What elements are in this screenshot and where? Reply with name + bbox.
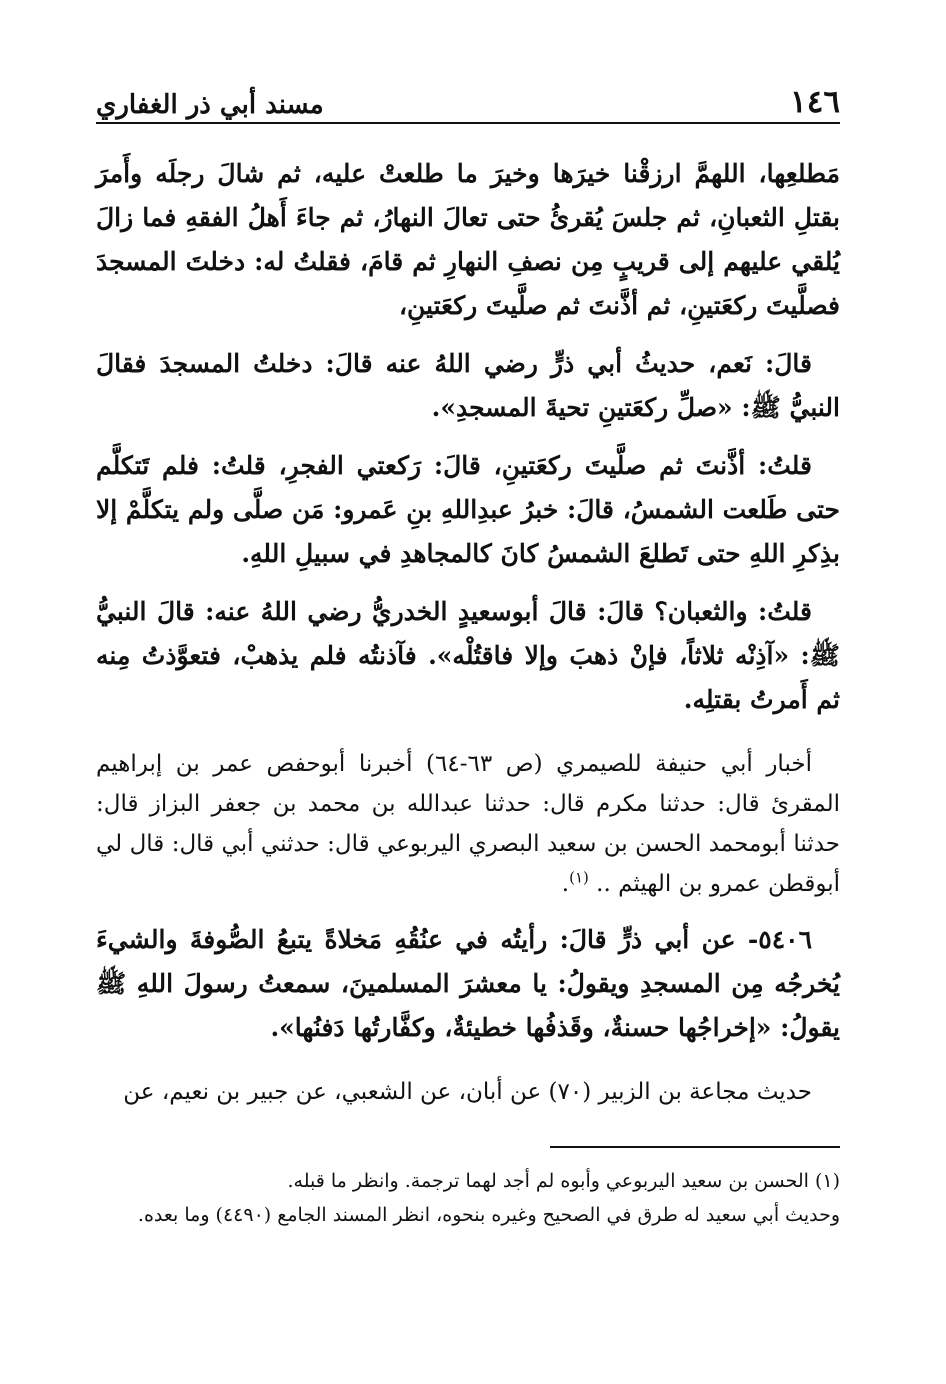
hadith-entry-5406: ٥٤٠٦- عن أبي ذرٍّ قالَ: رأيتُه في عنُقُهِ مَخلاةً يتبعُ الصُّوفةَ والشيءَ يُخرجُه مِن المسجدِ ويقولُ: يا معشرَ المسلمينَ، سمعتُ رسولَ اللهِ ﷺ يقولُ: «إخراجُها حسنةٌ، وقَذفُها خطيئةٌ، وكفَّارتُها دَفنُها».	[96, 925, 840, 1042]
source-paragraph-text: أخبار أبي حنيفة للصيمري (ص ٦٣-٦٤) أخبرنا أبوحفص عمر بن إبراهيم المقرئ قال: حدثنا مكرم قال: حدثنا عبدالله بن محمد بن جعفر البزاز قال: حدثنا أبومحمد الحسن بن سعيد البصري اليربوعي قال: حدثني أبي قال: قال لي أبوقطن عمرو بن الهيثم ..	[96, 751, 840, 897]
footnote-reference-mark: (١)	[569, 868, 589, 887]
footnote-1: (١) الحسن بن سعيد اليربوعي وأبوه لم أجد لهما ترجمة. وانظر ما قبله.	[287, 1170, 840, 1192]
body-text	[96, 152, 840, 1112]
source-paragraph: أخبار أبي حنيفة للصيمري (ص ٦٣-٦٤) أخبرنا أبوحفص عمر بن إبراهيم المقرئ قال: حدثنا مكرم قال: حدثنا عبدالله بن محمد بن جعفر البزاز قال: حدثنا أبومحمد الحسن بن سعيد البصري اليربوعي قال: حدثني أبي قال: قال لي أبوقطن عمرو بن الهيثم .. $^{(١)}$.	[96, 751, 840, 897]
book-page	[96, 76, 840, 1336]
closing-paragraph: حديث مجاعة بن الزبير (٧٠) عن أبان، عن الشعبي، عن جبير بن نعيم، عن	[123, 1079, 812, 1105]
paragraph-3: قلتُ: أذَّنتَ ثم صلَّيتَ ركعَتينِ، قالَ: رَكعتي الفجرِ، قلتُ: فلم تَتكلَّم حتى طَلعت الشمسُ، قالَ: خبرُ عبدِاللهِ بنِ عَمرو: مَن صلَّى ولم يتكلَّمْ إلا بذِكرِ اللهِ حتى تَطلعَ الشمسُ كانَ كالمجاهدِ في سبيلِ اللهِ.	[96, 451, 840, 568]
paragraph-1: مَطلعِها، اللهمَّ ارزقْنا خيرَها وخيرَ ما طلعتْ عليه، ثم شالَ رجلَه وأَمرَ بقتلِ الثعبانِ، ثم جلسَ يُقرئُ حتى تعالَ النهارُ، ثم جاءَ أَهلُ الفقهِ فما زالَ يُلقي عليهم إلى قريبٍ مِن نصفِ النهارِ ثم قامَ، فقلتُ له: دخلتَ المسجدَ فصلَّيتَ ركعَتينِ، ثم أذَّنتَ ثم صلَّيتَ ركعَتينِ،	[96, 159, 840, 320]
paragraph-4: قلتُ: والثعبان؟ قالَ: قالَ أبوسعيدٍ الخدريُّ رضي اللهُ عنه: قالَ النبيُّ ﷺ: «آذِنْه ثلاثاً، فإنْ ذهبَ وإلا فاقتُلْه». فآذنتُه فلم يذهبْ، فتعوَّذتُ مِنه ثم أَمرتُ بقتلِه.	[96, 597, 840, 714]
running-title: مسند أبي ذر الغفاري	[96, 90, 324, 120]
running-head	[96, 76, 840, 124]
footnote-2: وحديث أبي سعيد له طرق في الصحيح وغيره بنحوه، انظر المسند الجامع (٤٤٩٠) وما بعده.	[137, 1204, 840, 1226]
paragraph-2: قالَ: نَعم، حديثُ أبي ذرٍّ رضي اللهُ عنه قالَ: دخلتُ المسجدَ فقالَ النبيُّ ﷺ: «صلِّ ركعَتينِ تحيةَ المسجدِ».	[96, 349, 840, 422]
footnote-divider	[550, 1146, 840, 1148]
page-number: ١٤٦	[790, 84, 840, 120]
